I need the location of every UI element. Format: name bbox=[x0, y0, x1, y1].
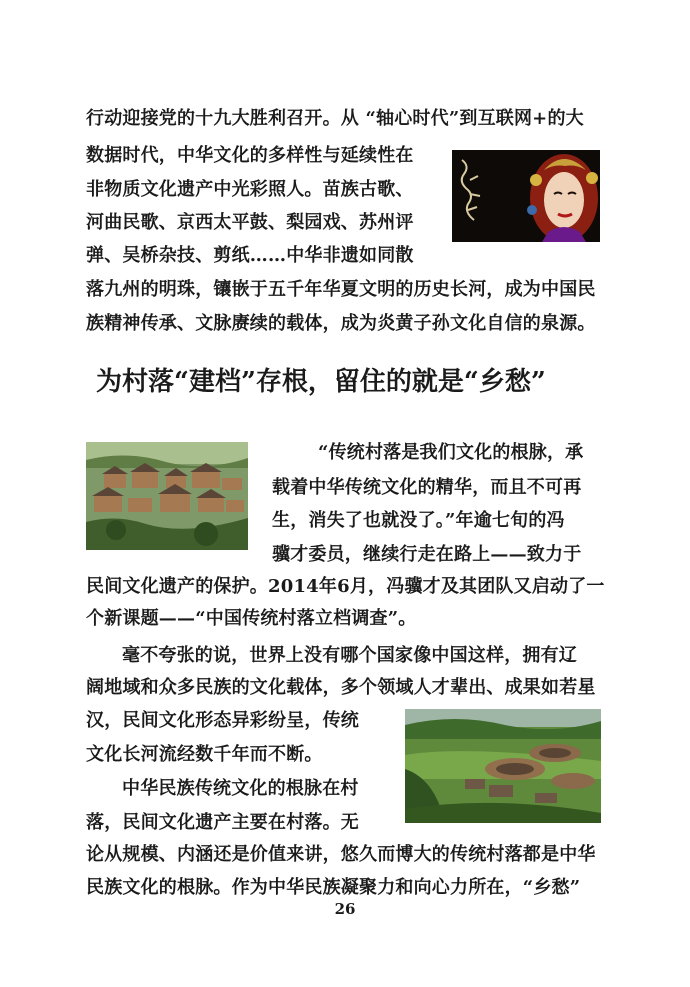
paragraph-line: 毫不夸张的说，世界上没有哪个国家像中国这样，拥有辽 bbox=[122, 645, 577, 666]
opera-photo bbox=[452, 150, 600, 242]
paragraph-line: 文化长河流经数千年而不断。 bbox=[86, 744, 323, 765]
paragraph-line: 个新课题——“中国传统村落立档调查”。 bbox=[86, 608, 417, 629]
paragraph-line: 落九州的明珠，镶嵌于五千年华夏文明的历史长河，成为中国民 bbox=[86, 279, 596, 300]
paragraph-line: 河曲民歌、京西太平鼓、梨园戏、苏州评 bbox=[86, 212, 414, 233]
paragraph-line: 族精神传承、文脉赓续的载体，成为炎黄子孙文化自信的泉源。 bbox=[86, 313, 596, 334]
paragraph-line: 民族文化的根脉。作为中华民族凝聚力和向心力所在，“乡愁” bbox=[86, 877, 581, 898]
paragraph-line: 中华民族传统文化的根脉在村 bbox=[122, 778, 359, 799]
paragraph-line: 骥才委员，继续行走在路上——致力于 bbox=[272, 544, 582, 565]
paragraph-line: 载着中华传统文化的精华，而且不可再 bbox=[272, 477, 582, 498]
section-heading: 为村落“建档”存根，留住的就是“乡愁” bbox=[96, 367, 546, 397]
paragraph-line: 生，消失了也就没了。”年逾七旬的冯 bbox=[272, 510, 565, 531]
paragraph-line: 论从规模、内涵还是价值来讲，悠久而博大的传统村落都是中华 bbox=[86, 844, 596, 865]
paragraph-line: “传统村落是我们文化的根脉，承 bbox=[318, 442, 584, 463]
village-photo bbox=[86, 442, 248, 550]
paragraph-line: 汉，民间文化形态异彩纷呈，传统 bbox=[86, 710, 359, 731]
paragraph-line: 弹、吴桥杂技、剪纸……中华非遗如同散 bbox=[86, 245, 414, 266]
paragraph-line: 阔地域和众多民族的文化载体，多个领域人才辈出、成果如若星 bbox=[86, 677, 596, 698]
paragraph-line: 行动迎接党的十九大胜利召开。从 “轴心时代”到互联网+的大 bbox=[86, 108, 584, 129]
paragraph-line: 数据时代，中华文化的多样性与延续性在 bbox=[86, 145, 414, 166]
paragraph-line: 民间文化遗产的保护。2014年6月，冯骥才及其团队又启动了一 bbox=[86, 576, 605, 597]
page-number: 26 bbox=[334, 900, 356, 918]
paragraph-line: 落，民间文化遗产主要在村落。无 bbox=[86, 812, 359, 833]
paragraph-line: 非物质文化遗产中光彩照人。苗族古歌、 bbox=[86, 179, 414, 200]
tulou-village-photo bbox=[405, 709, 601, 823]
